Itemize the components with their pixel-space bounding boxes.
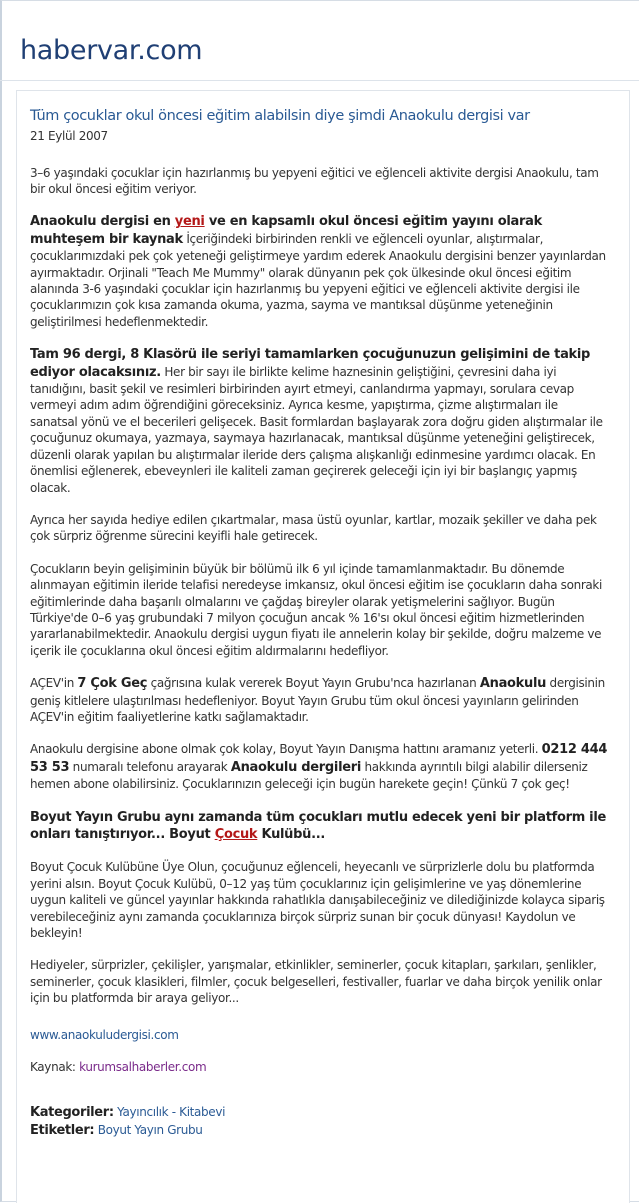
paragraph-beyin-gelisimi: Çocukların beyin gelişiminin büyük bir bölümü ilk 6 yıl içinde tamamlanmaktadır. Bu dönemde alınmayan eğitimin ileride telafisi neredeyse imkansız, okul öncesi eğitim ise çocukların daha sonraki eğitimlerinde daha başarılı olmalarını ve çağdaş bireyler olarak yetişmelerini sağlıyor. Bugün Türkiye'de 0–6 yaş grubundaki 7 milyon çocuğun ancak % 16'sı okul öncesi eğitim hizmetlerinden yararlanabilmektedir. Anaokulu dergisi uygun fiyatı ile annelerin kolay bir şekilde, doğru malzeme ve içerik ile çocuklarına okul öncesi eğitim aldırmalarını hedefliyor. <box>30 561 603 658</box>
text: AÇEV'in <box>30 676 78 691</box>
tags-label: Etiketler: <box>30 1122 95 1138</box>
article-title[interactable]: Tüm çocuklar okul öncesi eğitim alabilsin diye şimdi Anaokulu dergisi var <box>30 108 530 124</box>
text: çağrısına kulak vererek Boyut Yayın Grubu'nca hazırlanan <box>147 676 480 691</box>
source-label: Kaynak: <box>30 1060 76 1075</box>
article-intro: 3–6 yaşındaki çocuklar için hazırlanmış bu yepyeni eğitici ve eğlenceli aktivite dergisi Anaokulu, tam bir okul öncesi eğitim veriyor. <box>30 165 599 196</box>
categories-line <box>30 1104 608 1121</box>
paragraph-acev <box>30 675 608 725</box>
site-logo[interactable]: habervar.com <box>20 35 203 66</box>
site-header <box>0 0 639 81</box>
tags-line <box>30 1122 608 1139</box>
keyword-link-yeni[interactable]: yeni <box>174 214 205 230</box>
article-date: 21 Eylül 2007 <box>30 128 108 143</box>
text: Anaokulu dergisine abone olmak çok kolay, Boyut Yayın Danışma hattını aramanız yeterli. <box>30 742 542 757</box>
paragraph-hediye: Ayrıca her sayıda hediye edilen çıkartmalar, masa üstü oyunlar, kartlar, mozaik şekiller ve daha pek çok sürpriz öğrenme sürecini keyifli hale getirecek. <box>30 512 597 544</box>
source-line <box>30 1059 608 1075</box>
paragraph-cocuk-kulubu-heading <box>30 809 608 844</box>
paragraph-body: İçeriğindeki birbirinden renkli ve eğlenceli oyunlar, alıştırmalar, çocuklarımızdaki pek çok yeteneği geliştirmeye yardım ederek Anaokulu dergisini benzer yayınlardan ayırmaktadır. Orjinali "Teach Me Mummy" olarak dünyanın pek çok ülkesinde okul öncesi eğitim alanında 3-6 yaşındaki çocuklar için hazırlanmış bu yepyeni eğitici ve eğlenceli aktivite dergisi ile çocuklarımızın çok kısa zamanda okuma, yazma, sayma ve mantıksal düşünme yeteneğinin geliştirilmesi hedeflenmektedir. <box>30 231 606 329</box>
keyword-link-cocuk[interactable]: Çocuk <box>214 827 258 842</box>
phone-number: 0212 444 53 53 <box>30 742 608 775</box>
paragraph-abonelik <box>30 741 608 792</box>
paragraph-bold-lead: Anaokulu dergisi en <box>30 214 175 230</box>
text: numaralı telefonu arayarak <box>69 759 231 774</box>
tag-link[interactable]: Boyut Yayın Grubu <box>97 1122 203 1137</box>
paragraph-96-dergi <box>30 346 608 496</box>
bold-7-cok-gec: 7 Çok Geç <box>77 676 148 692</box>
bold-anaokulu: Anaokulu <box>479 676 547 692</box>
text: hakkında ayrıntılı bilgi alabilir dilerseniz hemen abone olabilirsiniz. Çocuklarınızın geleceği için bugün harekete geçin! Çünkü 7 çok geç! <box>30 759 588 792</box>
categories-label: Kategoriler: <box>30 1105 114 1121</box>
paragraph-body: Her bir sayı ile birlikte kelime haznesinin geliştiğini, çevresini daha iyi tanıdığını, basit şekil ve resimleri birbirinden ayırt etmeyi, canlandırma yapmayı, sorulara cevap vermeyi adım adım öğrendiğini göreceksiniz. Ayrıca kesme, yapıştırma, çizme alıştırmaları ile sanatsal yönü ve el becerileri gelişecek. Basit formlardan başlayarak zora doğru giden alıştırmalar ile çocuğunuz okumaya, yazmaya, saymaya hazırlanacak, mantıksal düşünme yeteneğini geliştirecek, düzenli olarak yapılan bu alıştırmalar ileride ders çalışma alışkanlığı edinmesine yardımcı olacak. En önemlisi eğlenerek, ebeveynleri ile kaliteli zaman geçirerek geleceği için iyi bir başlangıç yapmış olacak. <box>30 364 603 495</box>
paragraph-uye-olun: Boyut Çocuk Kulübüne Üye Olun, çocuğunuz eğlenceli, heyecanlı ve sürprizlerle dolu bu platformda yerini alsın. Boyut Çocuk Kulübü, 0–12 yaş tüm çocuklarınız için gelişimlerine ve yaş dönemlerine uygun kaliteli ve güncel yayınlar hakkında rahatlıkla danışabileceğiniz ve dilediğinizde kolayca sipariş verebileceğiniz aynı zamanda çocuklarınıza birçok sürpriz sunan bir çocuk dünyası! Kaydolun ve bekleyin! <box>30 860 605 941</box>
paragraph-bold-lead: Boyut Yayın Grubu aynı zamanda tüm çocukları mutlu edecek yeni bir platform ile onları tanıştırıyor... Boyut <box>30 809 607 842</box>
paragraph-hediyeler: Hediyeler, sürprizler, çekilişler, yarışmalar, etkinlikler, seminerler, çocuk kitapları, şarkıları, şenlikler, seminerler, çocuk klasikleri, filmler, çocuk belgeselleri, festivaller, fuarlar ve daha birçok yenilik onlar için bu platformda bir araya geliyor... <box>30 958 602 1006</box>
paragraph-bold-lead: Tam 96 dergi, 8 Klasörü ile seriyi tamamlarken çocuğunuzun gelişimini de takip ediyor olacaksınız. <box>30 347 591 380</box>
paragraph-bold-lead-cont: ve en kapsamlı okul öncesi eğitim yayını olarak muhteşem bir kaynak <box>30 214 542 247</box>
article-content <box>30 107 608 1139</box>
paragraph-bold-lead-cont: Kulübü... <box>257 827 326 842</box>
website-link[interactable]: www.anaokuludergisi.com <box>30 1027 179 1042</box>
text: dergisinin geniş kitlelere ulaştırılması hedefleniyor. Boyut Yayın Grubu tüm okul öncesi yayınların gelirinden AÇEV'in eğitim faaliyetlerine katkı sağlamaktadır. <box>30 676 605 724</box>
source-link[interactable]: kurumsalhaberler.com <box>79 1060 207 1075</box>
category-link[interactable]: Yayıncılık - Kitabevi <box>117 1105 226 1120</box>
bold-anaokulu-dergileri: Anaokulu dergileri <box>230 759 362 775</box>
paragraph-anaokulu-dergisi <box>30 213 608 330</box>
